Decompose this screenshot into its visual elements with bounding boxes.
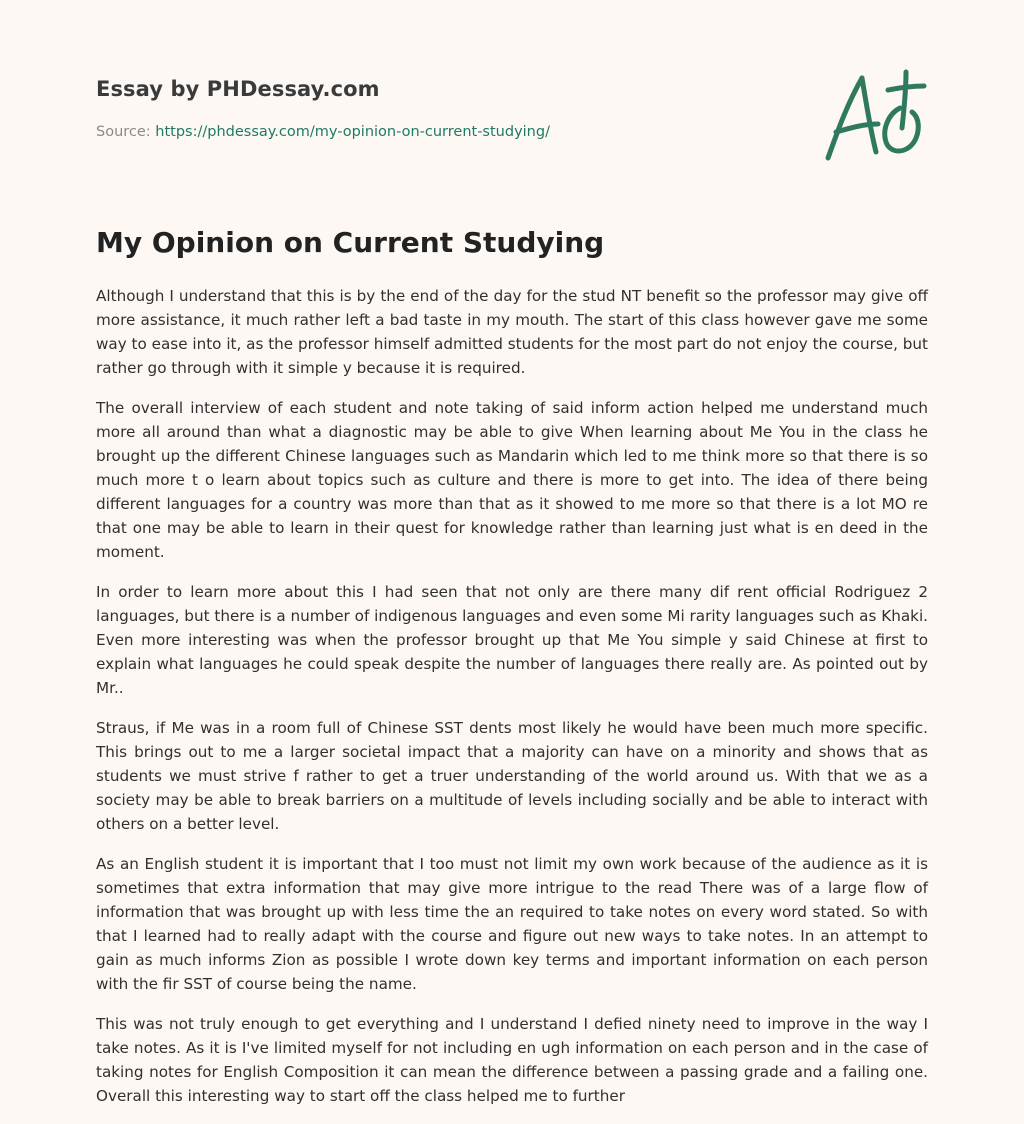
site-brand: Essay by PHDessay.com: [96, 77, 380, 101]
a-plus-logo-icon: [822, 66, 928, 166]
essay-paragraph: In order to learn more about this I had seen that not only are there many dif rent official Rodriguez 2 languages, but there is a number of indigenous languages and even some Mi rarity languages such as Khaki. Even more interesting was when the professor brought up that Me You simple y said Chinese at first to explain what languages he could speak despite the number of languages there really are. As pointed out by Mr..: [96, 583, 928, 697]
essay-body: [96, 284, 928, 1124]
essay-paragraph: As an English student it is important that I too must not limit my own work because of the audience as it is sometimes that extra information that may give more intrigue to the read There was of a large flow of information that was brought up with less time the an required to take notes on every word stated. So with that I learned had to really adapt with the course and figure out new ways to take notes. In an attempt to gain as much informs Zion as possible I wrote down key terms and important information on each person with the fir SST of course being the name.: [96, 855, 928, 993]
essay-paragraph: Although I understand that this is by the end of the day for the stud NT benefit so the professor may give off more assistance, it much rather left a bad taste in my mouth. The start of this class however gave me some way to ease into it, as the professor himself admitted students for the most part do not enjoy the course, but rather go through with it simple y because it is required.: [96, 287, 928, 377]
source-line: [96, 124, 550, 140]
source-link[interactable]: https://phdessay.com/my-opinion-on-current-studying/: [155, 124, 550, 140]
essay-paragraph: This was not truly enough to get everything and I understand I defied ninety need to improve in the way I take notes. As it is I've limited myself for not including en ugh information on each person and in the case of taking notes for English Composition it can mean the difference between a passing grade and a failing one. Overall this interesting way to start off the class helped me to further: [96, 1015, 928, 1105]
source-label: Source:: [96, 124, 156, 140]
essay-paragraph: Straus, if Me was in a room full of Chinese SST dents most likely he would have been much more specific. This brings out to me a larger societal impact that a majority can have on a minority and shows that as students we must strive f rather to get a truer understanding of the world around us. With that we as a society may be able to break barriers on a multitude of levels including socially and be able to interact with others on a better level.: [96, 719, 928, 833]
essay-title: My Opinion on Current Studying: [96, 226, 605, 259]
essay-paragraph: The overall interview of each student and note taking of said inform action helped me understand much more all around than what a diagnostic may be able to give When learning about Me You in the class he brought up the different Chinese languages such as Mandarin which led to me think more so that there is so much more t o learn about topics such as culture and there is more to get into. The idea of there being different languages for a country was more than that as it showed to me more so that there is a lot MO re that one may be able to learn in their quest for knowledge rather than learning just what is en deed in the moment.: [96, 399, 928, 561]
